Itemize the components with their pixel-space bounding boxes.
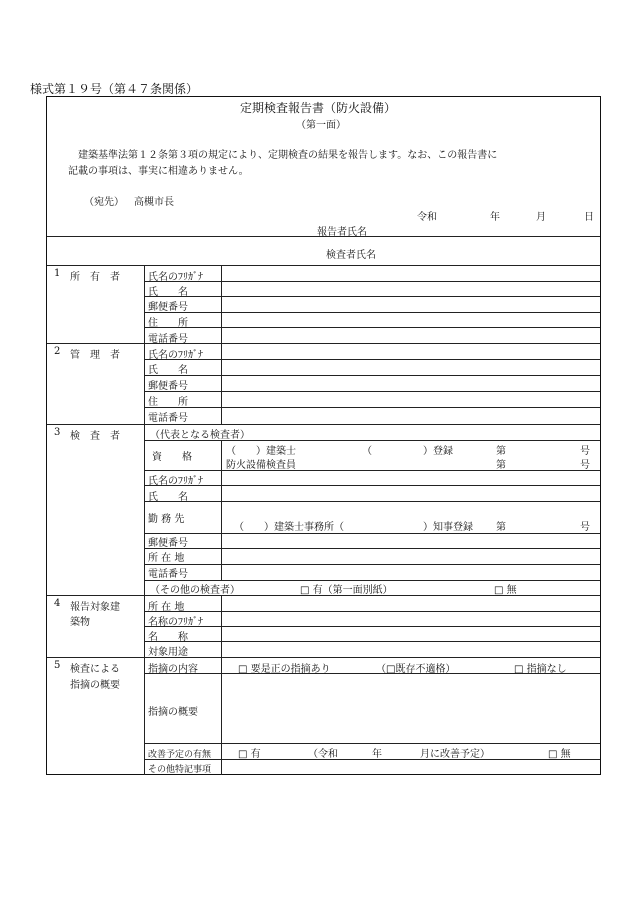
building-use-label: 対象用途 [148, 647, 188, 658]
qualification-architect: （ ）建築士 [226, 446, 296, 457]
section4-number: 4 [54, 598, 61, 609]
office-prefecture-field[interactable] [355, 516, 425, 529]
correction-required-checkbox[interactable]: □ 要是正の指摘あり [238, 664, 331, 675]
form-number: 様式第１９号（第４７条関係） [30, 82, 199, 96]
finding-summary-field[interactable] [223, 675, 599, 742]
qualification-label: 資 格 [152, 452, 192, 463]
reporter-name-field[interactable] [370, 221, 595, 235]
inspector-no-prefix: 第 [496, 460, 506, 471]
qualification-architect-number-field[interactable] [510, 441, 580, 454]
section5-title-line1: 検査による [70, 664, 120, 675]
office-no-prefix: 第 [496, 522, 506, 533]
inspector-name-row-field[interactable] [223, 486, 599, 500]
finding-content-label: 指摘の内容 [148, 664, 198, 675]
inspector-name-row-label: 氏 名 [148, 492, 188, 503]
inspector-name-field[interactable] [380, 242, 595, 260]
date-month: 月 [536, 212, 546, 223]
owner-address-field[interactable] [223, 313, 599, 327]
qualification-registration: ）登録 [423, 446, 453, 457]
owner-furigana-field[interactable] [223, 266, 599, 280]
inspector-address-label: 所 在 地 [148, 553, 185, 564]
owner-address-label: 住 所 [148, 318, 188, 329]
qualification-inspector: 防火設備検査員 [226, 460, 296, 471]
owner-postal-label: 郵便番号 [148, 302, 188, 313]
addressee-label: （宛先） [84, 197, 124, 208]
date-year: 年 [490, 212, 500, 223]
building-use-field[interactable] [223, 642, 599, 656]
existing-nonconforming-checkbox[interactable]: （□既存不適格） [376, 664, 456, 675]
owner-phone-field[interactable] [223, 328, 599, 342]
other-remarks-field[interactable] [223, 760, 599, 773]
other-inspectors-no-checkbox[interactable]: □ 無 [494, 585, 517, 596]
inspector-address-field[interactable] [223, 549, 599, 563]
office-governor-registration: ）知事登録 [423, 522, 473, 533]
finding-summary-label: 指摘の概要 [148, 707, 198, 718]
inspector-furigana-label: 氏名のﾌﾘｶﾞﾅ [148, 476, 203, 487]
representative-label: （代表となる検査者） [150, 430, 250, 441]
improvement-yes-checkbox[interactable]: □ 有 [238, 749, 261, 760]
building-address-label: 所 在 地 [148, 602, 185, 613]
office-architect-office: （ ）建築士事務所（ [234, 522, 344, 533]
building-furigana-label: 名称のﾌﾘｶﾞﾅ [148, 617, 203, 628]
addressee: 高槻市長 [134, 197, 174, 208]
form-title: 定期検査報告書（防火設備） [240, 101, 397, 115]
inspector-postal-field[interactable] [223, 534, 599, 547]
improvement-year: 年 [372, 749, 382, 760]
owner-name-field[interactable] [223, 282, 599, 296]
date-day: 日 [584, 212, 594, 223]
manager-postal-label: 郵便番号 [148, 381, 188, 392]
inspector-postal-label: 郵便番号 [148, 538, 188, 549]
intro-line-1: 建築基準法第１２条第３項の規定により、定期検査の結果を報告します。なお、この報告書に [78, 150, 498, 161]
inspector-name-label: 検査者氏名 [326, 250, 376, 261]
other-inspectors-label: （その他の検査者） [150, 585, 240, 596]
manager-address-label: 住 所 [148, 397, 188, 408]
manager-name-field[interactable] [223, 360, 599, 374]
other-inspectors-yes-checkbox[interactable]: □ 有（第一面別紙） [300, 585, 393, 596]
qualification-architect-class-field[interactable] [370, 441, 420, 454]
owner-postal-field[interactable] [223, 297, 599, 311]
manager-phone-label: 電話番号 [148, 413, 188, 424]
manager-phone-field[interactable] [223, 408, 599, 422]
manager-name-label: 氏 名 [148, 365, 188, 376]
improvement-plan-label: 改善予定の有無 [148, 750, 212, 760]
building-name-field[interactable] [223, 627, 599, 641]
office-label: 勤 務 先 [148, 514, 185, 525]
qualification-no-suffix: 号 [580, 446, 590, 457]
owner-furigana-label: 氏名のﾌﾘｶﾞﾅ [148, 272, 203, 283]
building-address-field[interactable] [223, 596, 599, 610]
date-era: 令和 [417, 212, 437, 223]
section1-title: 所 有 者 [70, 272, 120, 283]
reporter-name-label: 報告者氏名 [317, 227, 367, 238]
manager-postal-field[interactable] [223, 376, 599, 390]
improvement-no-checkbox[interactable]: □ 無 [548, 749, 571, 760]
building-name-label: 名 称 [148, 632, 188, 643]
office-no-suffix: 号 [580, 522, 590, 533]
owner-phone-label: 電話番号 [148, 334, 188, 345]
intro-line-2: 記載の事項は、事実に相違ありません。 [68, 166, 249, 177]
manager-furigana-label: 氏名のﾌﾘｶﾞﾅ [148, 350, 203, 361]
inspector-phone-field[interactable] [223, 565, 599, 579]
owner-name-label: 氏 名 [148, 287, 188, 298]
office-registration-number-field[interactable] [510, 516, 580, 529]
qualification-no-prefix: 第 [496, 446, 506, 457]
other-remarks-label: その他特記事項 [148, 765, 212, 775]
improvement-era: （令和 [308, 749, 338, 760]
building-furigana-field[interactable] [223, 612, 599, 626]
form-subtitle: （第一面） [296, 120, 346, 131]
no-findings-checkbox[interactable]: □ 指摘なし [514, 664, 567, 675]
qualification-paren-open: （ [362, 446, 372, 457]
section4-title-line1: 報告対象建 [70, 602, 120, 613]
office-name-field[interactable] [223, 502, 599, 515]
improvement-month: 月に改善予定） [420, 749, 490, 760]
section1-number: 1 [54, 268, 61, 279]
manager-address-field[interactable] [223, 392, 599, 406]
section2-number: 2 [54, 346, 61, 357]
inspector-phone-label: 電話番号 [148, 569, 188, 580]
section3-title: 検 査 者 [70, 431, 120, 442]
section4-title-line2: 築物 [70, 617, 90, 628]
inspector-furigana-field[interactable] [223, 471, 599, 485]
section2-title: 管 理 者 [70, 350, 120, 361]
manager-furigana-field[interactable] [223, 344, 599, 358]
section5-title-line2: 指摘の概要 [70, 680, 120, 691]
inspector-no-suffix: 号 [580, 460, 590, 471]
qualification-inspector-number-field[interactable] [510, 455, 580, 468]
section3-number: 3 [54, 427, 61, 438]
section5-number: 5 [54, 660, 61, 671]
